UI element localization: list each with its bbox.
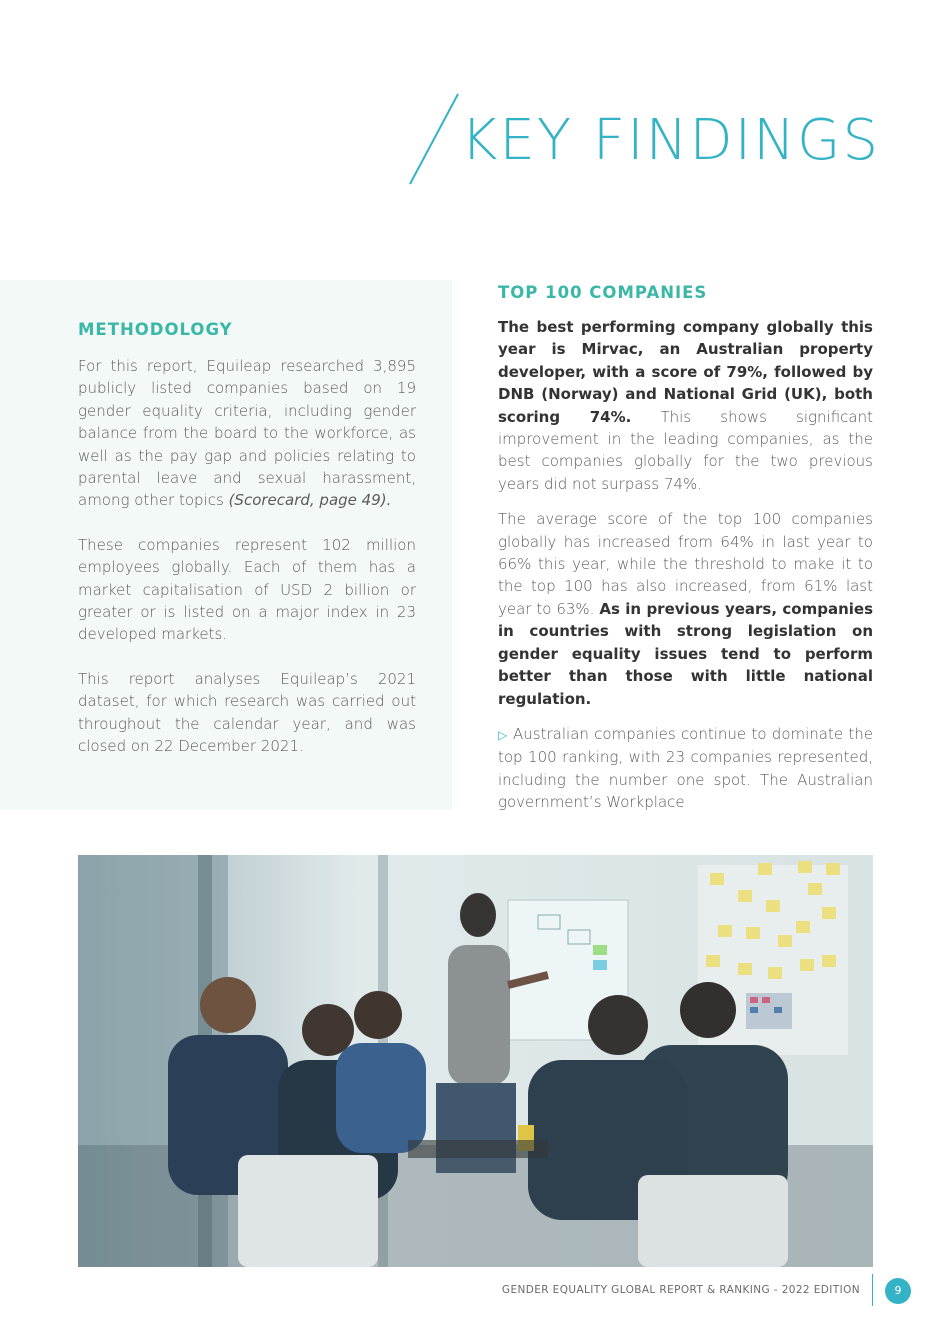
- meeting-photo-illustration: [78, 855, 873, 1267]
- scorecard-reference: (Scorecard, page 49).: [228, 491, 392, 510]
- top100-paragraph-2: [498, 508, 873, 710]
- footer-divider: [872, 1274, 873, 1306]
- title-block: [400, 90, 880, 190]
- methodology-paragraph-2: These companies represent 102 million employees globally. Each of them has a market capitalisation of USD 2 billion or greater or is listed on a major index in 23 developed markets.: [78, 535, 416, 644]
- top100-p1-rest: This shows significant improvement in the leading companies, as the best companies globally for the two previous years did not surpass 74%.: [498, 407, 873, 493]
- top100-heading: TOP 100 COMPANIES: [498, 283, 708, 302]
- title-slash-decoration: [400, 90, 470, 190]
- top100-p2-plain: The average score of the top 100 companies globally has increased from 64% in last year to 66% this year, while the threshold to make it to the top 100 has also increased, from 61% last year to 63%.: [498, 510, 873, 618]
- footer-text: GENDER EQUALITY GLOBAL REPORT & RANKING - 2022 EDITION: [501, 1284, 860, 1296]
- triangle-bullet-icon: ▷: [498, 727, 508, 742]
- top100-p3-text: Australian companies continue to dominate the top 100 ranking, with 23 companies represented, including the number one spot. The Australian government’s Workplace: [498, 724, 873, 812]
- methodology-body: [78, 355, 416, 780]
- page-title: KEY FINDINGS: [460, 108, 880, 173]
- top100-p2-bold: As in previous years, companies in countries with strong legislation on gender equality issues tend to perform better than those with little national regulation.: [498, 599, 873, 708]
- methodology-paragraph-1: [78, 355, 416, 512]
- methodology-panel: [0, 280, 452, 810]
- methodology-paragraph-3: This report analyses Equileap’s 2021 dataset, for which research was carried out throughout the calendar year, and was closed on 22 December 2021.: [78, 669, 416, 756]
- top100-paragraph-3: [498, 723, 873, 814]
- page-number: 9: [885, 1278, 911, 1304]
- top100-body: [498, 316, 873, 866]
- top100-paragraph-1: [498, 316, 873, 495]
- methodology-heading: METHODOLOGY: [78, 320, 233, 339]
- top100-section: [498, 283, 873, 866]
- meeting-photo: [78, 855, 873, 1267]
- top100-p1-bold: The best performing company globally this year is Mirvac, an Australian property developer, with a score of 79%, followed by DNB (Norway) and National Grid (UK), both scoring 74%.: [498, 318, 873, 426]
- methodology-p1-text: For this report, Equileap researched 3,895 publicly listed companies based on 19 gender equality criteria, including gender balance from the board to the workforce, as well as the pay gap and policies relating to parental leave and sexual harassment, among other topics: [78, 357, 416, 510]
